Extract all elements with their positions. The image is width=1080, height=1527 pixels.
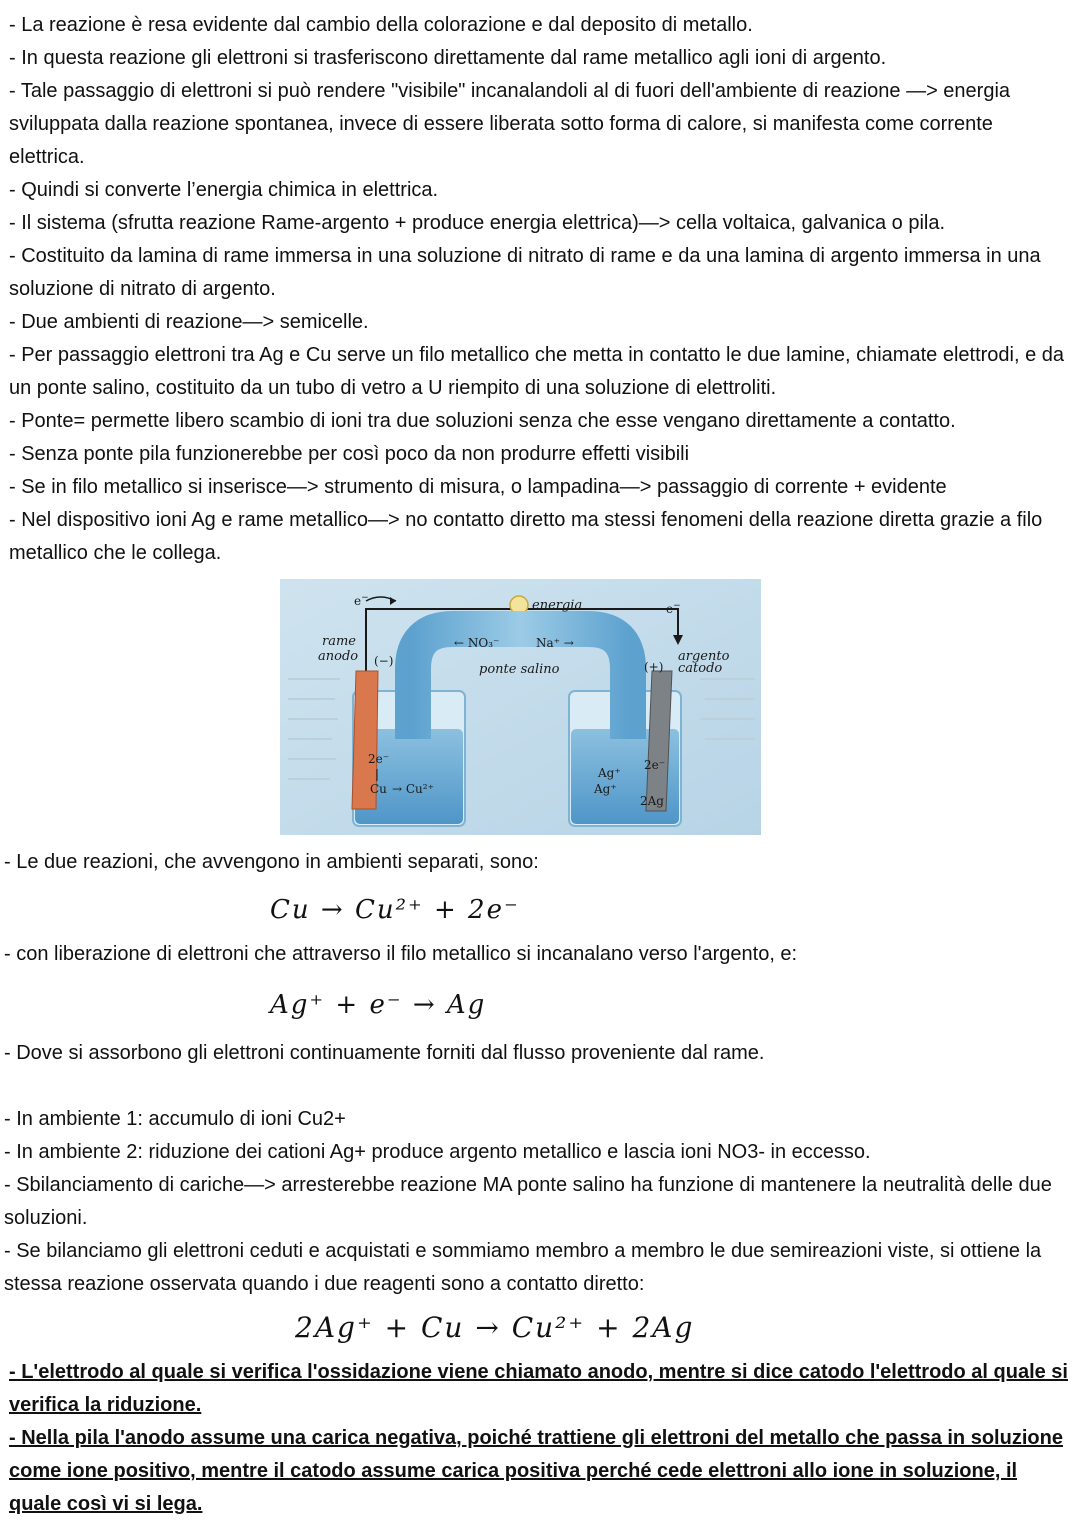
definition-charges: - Nella pila l'anodo assume una carica negativa, poiché trattiene gli elettroni del metallo che passa in soluzione come ione positivo, mentre il catodo assume carica positiva perché cede elettroni allo ione in soluzione, il quale così vi si lega. [9, 1427, 1063, 1515]
cu2-label: → Cu²⁺ [392, 782, 434, 796]
text-line: - Le due reazioni, che avvengono in ambienti separati, sono: [4, 851, 539, 873]
sodium-label: Na⁺ → [536, 636, 574, 650]
equation-overall: 2Ag⁺ + Cu → Cu²⁺ + 2Ag [295, 1311, 695, 1344]
text-line: - Dove si assorbono gli elettroni continuamente forniti dal flusso proveniente dal rame. [4, 1042, 765, 1064]
ag-ion-label-2: Ag⁺ [594, 782, 617, 796]
equation-copper-oxidation: Cu → Cu²⁺ + 2e⁻ [270, 895, 520, 925]
text-line: - Costituito da lamina di rame immersa in una soluzione di nitrato di rame e da una lamina di argento immersa in una soluzione di nitrato di argento. [9, 245, 1041, 300]
text-line: - Per passaggio elettroni tra Ag e Cu serve un filo metallico che metta in contatto le due lamine, chiamate elettrodi, e da un ponte salino, costituito da un tubo di vetro a U riempito di una soluzione di elettroliti. [9, 344, 1065, 399]
text-line: - In ambiente 2: riduzione dei cationi Ag+ produce argento metallico e lascia ioni NO3- in eccesso. [4, 1141, 871, 1163]
text-line: - Il sistema (sfrutta reazione Rame-argento + produce energia elettrica)—> cella voltaica, galvanica o pila. [9, 212, 946, 234]
cu-label: Cu [370, 782, 387, 796]
text-line: - Quindi si converte l’energia chimica in elettrica. [9, 179, 439, 201]
equation-silver-reduction: Ag⁺ + e⁻ → Ag [270, 990, 487, 1020]
right-electrons-label: 2e⁻ [644, 758, 666, 772]
energy-label: energia [532, 598, 583, 613]
text-line: - La reazione è resa evidente dal cambio della colorazione e dal deposito di metallo. [9, 14, 753, 36]
text-line: - Tale passaggio di elettroni si può rendere "visibile" incanalandoli al di fuori dell'ambiente di reazione —> energia sviluppata dalla reazione spontanea, invece di essere liberata sotto forma di calore, si manifesta come corrente elettrica. [9, 80, 1011, 168]
text-line: - In questa reazione gli elettroni si trasferiscono direttamente dal rame metallico agli ioni di argento. [9, 47, 887, 69]
text-line: - con liberazione di elettroni che attraverso il filo metallico si incanalano verso l'argento, e: [4, 943, 798, 965]
salt-bridge-label: ponte salino [479, 662, 560, 677]
text-line: - Se bilanciamo gli elettroni ceduti e acquistati e sommiamo membro a membro le due semireazioni viste, si ottiene la stessa reazione osservata quando i due reagenti sono a contatto diretto: [4, 1240, 1042, 1295]
text-line: - Due ambienti di reazione—> semicelle. [9, 311, 369, 333]
anode-role-label: anodo [318, 649, 359, 664]
definition-anode-cathode: - L'elettrodo al quale si verifica l'ossidazione viene chiamato anodo, mentre si dice catodo l'elettrodo al quale si verifica la riduzione. [9, 1361, 1068, 1416]
galvanic-cell-figure [280, 579, 761, 835]
cathode-role-label: catodo [678, 661, 723, 676]
text-line: - In ambiente 1: accumulo di ioni Cu2+ [4, 1108, 346, 1130]
left-electrons-label: 2e⁻ [368, 752, 390, 766]
text-line: - Sbilanciamento di cariche—> arresterebbe reazione MA ponte salino ha funzione di mantenere la neutralità delle due soluzioni. [4, 1174, 1052, 1229]
anode-sign-label: (−) [374, 654, 394, 668]
silver-deposit-label: 2Ag [640, 794, 664, 808]
cathode-name-label: argento [678, 649, 730, 664]
text-line: - Se in filo metallico si inserisce—> strumento di misura, o lampadina—> passaggio di corrente + evidente [9, 476, 947, 498]
electron-left-label: e− [354, 593, 369, 608]
cathode-sign-label: (+) [644, 660, 664, 674]
text-line: - Nel dispositivo ioni Ag e rame metallico—> no contatto diretto ma stessi fenomeni della reazione diretta grazie a filo metallico che le collega. [9, 509, 1043, 564]
text-line: - Senza ponte pila funzionerebbe per così poco da non produrre effetti visibili [9, 443, 690, 465]
text-line: - Ponte= permette libero scambio di ioni tra due soluzioni senza che esse vengano direttamente a contatto. [9, 410, 956, 432]
ag-ion-label-1: Ag⁺ [598, 766, 621, 780]
nitrate-label: ← NO₃⁻ [454, 636, 500, 650]
anode-name-label: rame [322, 634, 356, 649]
electron-right-label: e− [666, 601, 681, 616]
